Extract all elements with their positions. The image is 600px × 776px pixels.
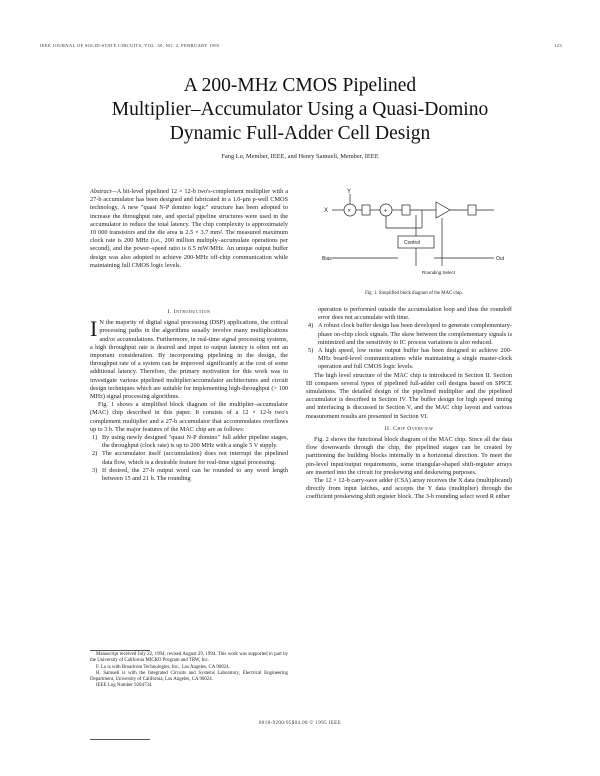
journal-name: IEEE JOURNAL OF SOLID-STATE CIRCUITS, VOL. 30, NO. 2, FEBRUARY 1995 [40, 43, 220, 48]
bottom-rule [90, 739, 150, 740]
figure-1-block-diagram [318, 188, 514, 288]
fig-label-y: Y [347, 189, 352, 195]
list-item: 2) The accumulator itself (accumulation) does not interrupt the pipelined data flow, which is a desirable feature for real-time signal processing. [92, 450, 288, 466]
figure-1-caption: Fig. 1. Simplified block diagram of the MAC chip. [365, 291, 463, 296]
output-register [468, 205, 476, 215]
copyright-line: 0018-9200/95$04.00 © 1995 IEEE [258, 721, 342, 726]
title-line-1: A 200-MHz CMOS Pipelined [183, 75, 417, 96]
title-line-2: Multiplier–Accumulator Using a Quasi-Domino [111, 99, 489, 120]
fig-mult-symbol: × [347, 208, 352, 215]
title-line-3: Dynamic Full-Adder Cell Design [169, 123, 431, 144]
abstract [90, 188, 288, 270]
list-item: 1) By using newly designed "quasi N-P domino" full adder pipeline stages, the throughput (clock rate) is up to 200 MHz with a single 5 V supply. [92, 434, 288, 450]
footnote-author-2: H. Samueli is with the Integrated Circuits and Systems Laboratory, Electrical Engineering Department, University of California, Los Angeles, CA 90024. [90, 670, 288, 683]
fig-label-rounding: Rounding Select [422, 270, 456, 275]
introduction-section [90, 306, 288, 483]
abstract-label: Abstract— [90, 188, 117, 195]
footnote-rule [90, 650, 150, 651]
chip-overview-paragraph-1: Fig. 2 shows the functional block diagram of the MAC chip. Since all the data flow downwards through the chip, the pipelined stages can be created by partitioning the building blocks internally in a horizontal direction. To meet the pin-level input/output requirements, some triangular-shaped shift-register arrays are inserted into the circuit for preskewing and deskewing purposes. [306, 436, 512, 476]
fig-label-x: X [324, 208, 329, 214]
running-header [40, 43, 562, 48]
section-heading-chip-overview: II. Chip Overview [384, 425, 434, 432]
fig-label-control: Control [404, 240, 421, 246]
footnote-ieee-log: IEEE Log Number 9204734. [96, 683, 153, 689]
feature-list [90, 434, 288, 483]
footnote-author-1: F. Lu is with Broadcom Technologies, Inc., Los Angeles, CA 90024. [96, 664, 230, 670]
accumulator-register [402, 205, 410, 215]
list-continuation: operation is performed outside the accumulation loop and thus the roundoff error does not accumulate with time. [318, 306, 512, 322]
paper-title [0, 74, 600, 146]
right-column [306, 306, 512, 502]
fig-label-out: Out [496, 256, 505, 262]
fig-label-bias: Bias [322, 256, 332, 262]
pipeline-register [362, 205, 370, 215]
section-heading-introduction: I. Introduction [167, 309, 211, 315]
abstract-text: A bit-level pipelined 12 × 12-b two's-complement multiplier with a 27-b accumulator has been designed and fabricated in a 1.0-μm p-well CMOS technology. A new "quasi N-P domino logic" structure has been adopted to increase the throughput rate, and special pipeline structures were used in the accumulator to reduce the total latency. The chip complexity is approximately 10 000 transistors and the die area is 2.5 × 3.7 mm². The measured maximum clock rate is 200 MHz (i.e., 200 million multiply–accumulate operations per second), and the power–speed ratio is 6.5 mW/MHz. An unique output buffer design was also adopted to achieve 200-MHz off-chip communication while maintaining full CMOS logic levels. [90, 188, 288, 269]
page-number: 123 [554, 43, 562, 48]
drop-cap: I [90, 316, 98, 342]
chip-overview-paragraph-2: The 12 × 12-b carry-save adder (CSA) array receives the X data (multiplicand) directly from input latches, and accepts the Y data (multiplier) through the coefficient preskewing shift register block. The 3-b rounding select word R either [306, 477, 512, 501]
list-item: 4) A robust clock buffer design has been developed to generate complementary-phase on-chip clock signals. The skew between the complementary signals is minimized and the sensitivity to IC process variations is also reduced. [308, 322, 512, 346]
footnote-received: Manuscript received July 22, 1994; revised August 29, 1994. This work was supported in part by the University of California MICRO Program and TRW, Inc. [90, 652, 288, 664]
feature-list-continued [306, 322, 512, 371]
overview-paragraph: The high level structure of the MAC chip is introduced in Section II. Section III compares several types of pipelined full-adder cell designs based on SPICE simulations. The detailed design of the pipelined multiplier and the pipelined accumulator is described in Section IV. The buffer design for high speed timing and interfacing is discussed in Section V, and the MAC chip layout and various measurement results are presented in Section VI. [306, 371, 512, 420]
list-item: 3) If desired, the 27-b output word can be rounded to any word length between 15 and 21 b. The rounding [92, 466, 288, 483]
rounding-block [436, 202, 450, 218]
intro-paragraph-1: N the majority of digital signal processing (DSP) applications, the critical processing paths in the algorithms usually involve many multiplications and/or accumulations. Furthermore, in real-time signal processing systems, a high throughput rate is desired and input to output latency is often not an important consideration. By incorporating pipelining in the design, the throughput rate of a system can be improved significantly at the cost of some additional latency. Therefore, the primary motivation for this work was to investigate various pipelined multiplier/accumulator architectures and circuit design techniques which are suitable for implementing high-throughput (> 100 MHz) signal processing algorithms. [90, 319, 288, 401]
footnote [90, 652, 288, 690]
fig-add-symbol: + [383, 208, 388, 215]
intro-paragraph-2: Fig. 1 shows a simplified block diagram of the multiplier–accumulator (MAC) chip described in this paper. It consists of a 12 × 12-b two's complement multiplier and a 27-b accumulator that accommodates overflows up to 3 b. The major features of the MAC chip are as follows: [90, 401, 288, 433]
list-item: 5) A high speed, low noise output buffer has been designed to achieve 200-MHz board-level communications while maintaining a single master-clock operation and full CMOS logic levels. [308, 347, 512, 371]
authors: Fang Lu, Member, IEEE, and Henry Samueli, Member, IEEE [221, 153, 379, 160]
